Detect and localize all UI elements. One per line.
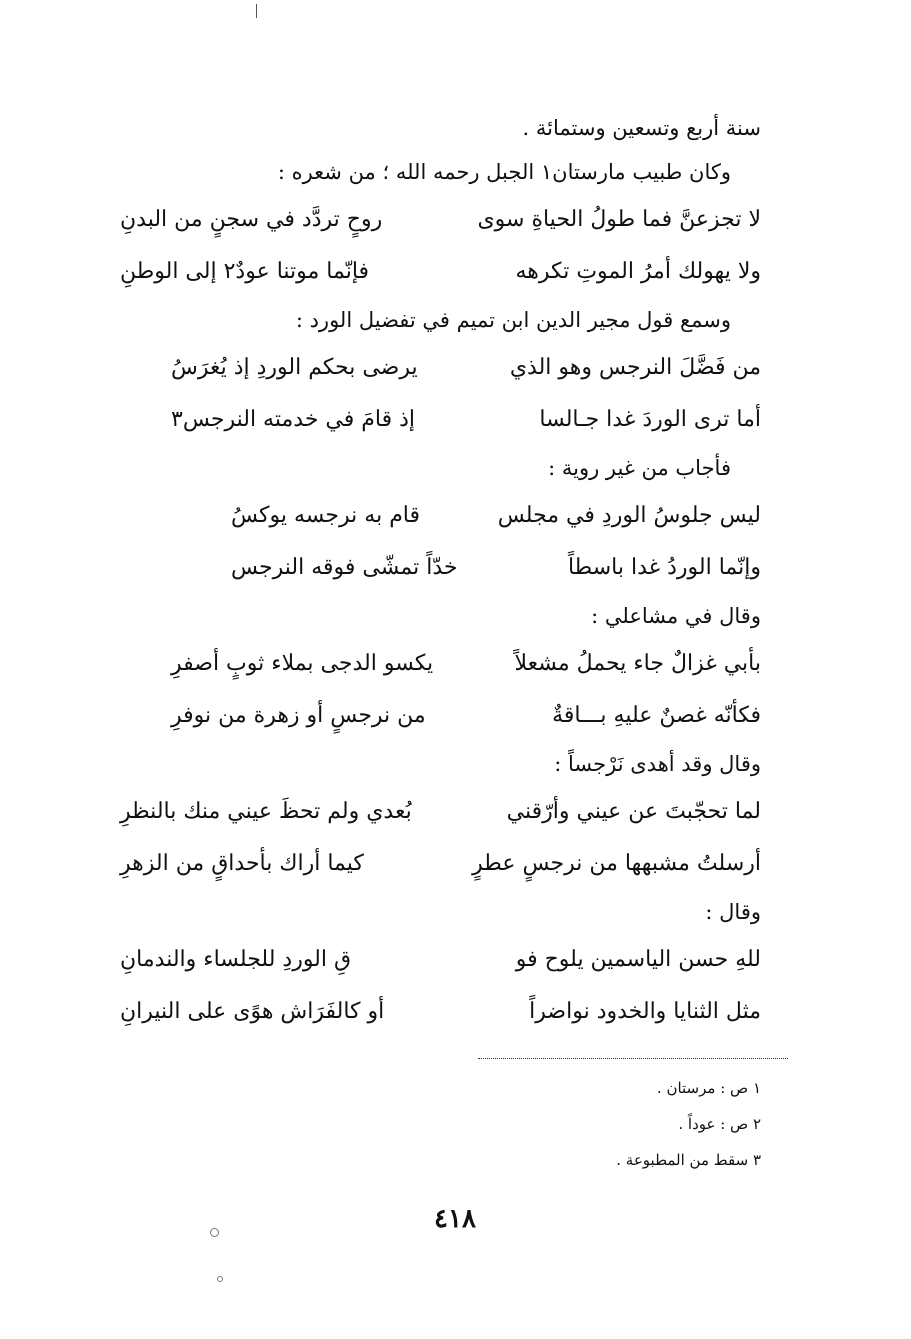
verse <box>120 792 761 844</box>
hemistich-second: يكسو الدجى بملاء ثوبٍ أصفرِ <box>171 651 434 676</box>
prose-line-2: وكان طبيب مارستان١ الجبل رحمه الله ؛ من شعره : <box>277 160 731 184</box>
hemistich-first: لا تجزعنَّ فما طولُ الحياةِ سوى <box>477 207 761 232</box>
poem-4 <box>120 644 761 748</box>
hemistich-first: من فَضَّلَ النرجس وهو الذي <box>509 355 761 380</box>
hemistich-second: بُعدي ولم تحظَ عيني منك بالنظرِ <box>120 799 412 824</box>
hemistich-second: إذ قامَ في خدمته النرجس٣ <box>171 407 416 432</box>
verse <box>231 548 761 600</box>
verse <box>171 348 761 400</box>
hemistich-first: لما تحجّبتَ عن عيني وأرّقني <box>506 799 761 824</box>
hemistich-first: أرسلتُ مشبهها من نرجسٍ عطرٍ <box>472 851 761 876</box>
verse <box>120 992 761 1044</box>
hemistich-second: فإنّما موتنا عودٌ٢ إلى الوطنِ <box>120 259 370 284</box>
verse <box>120 252 761 304</box>
verse <box>171 400 761 452</box>
hemistich-second: قام به نرجسه يوكسُ <box>231 503 421 528</box>
hemistich-first: للهِ حسن الياسمين يلوح فو <box>515 947 761 972</box>
poem-5 <box>120 792 761 896</box>
poem-2 <box>120 348 761 452</box>
footnote-1: ١ ص : مرستان . <box>656 1079 761 1097</box>
verse <box>120 844 761 896</box>
verse <box>231 496 761 548</box>
hemistich-second: كيما أراك بأحداقٍ من الزهرِ <box>120 851 364 876</box>
verse <box>120 940 761 992</box>
hemistich-second: قِ الوردِ للجلساء والندمانِ <box>120 947 352 972</box>
hemistich-second: خدّاً تمشّى فوقه النرجس <box>231 555 458 580</box>
prose-line-5: وقال في مشاعلي : <box>591 604 761 628</box>
prose-line-4: فأجاب من غير روية : <box>548 456 731 480</box>
hemistich-second: روحٍ تردَّد في سجنٍ من البدنِ <box>120 207 383 232</box>
hemistich-first: مثل الثنايا والخدود نواضراً <box>529 999 761 1024</box>
hemistich-second: من نرجسٍ أو زهرة من نوفرِ <box>171 703 426 728</box>
hemistich-second: يرضى بحكم الوردِ إذ يُغرَسُ <box>171 355 418 380</box>
hemistich-first: فكأنّه غصنٌ عليهِ بـــاقةٌ <box>552 703 761 728</box>
hemistich-first: بأبي غزالٌ جاء يحملُ مشعلاً <box>514 651 761 676</box>
hemistich-second: أو كالفَرَاش هوًى على النيرانِ <box>120 999 385 1024</box>
scan-speck <box>217 1276 223 1282</box>
scan-mark <box>256 4 257 18</box>
footnote-separator <box>478 1058 788 1059</box>
footnote-2: ٢ ص : عوداً . <box>678 1115 761 1133</box>
hemistich-first: ولا يهولك أمرُ الموتِ تكرهه <box>515 259 761 284</box>
hemistich-first: وإنّما الوردُ غدا باسطاً <box>567 555 761 580</box>
hemistich-first: ليس جلوسُ الوردِ في مجلس <box>497 503 761 528</box>
verse <box>171 644 761 696</box>
verse <box>120 200 761 252</box>
prose-line-6: وقال وقد أهدى نَرْجساً : <box>554 752 761 776</box>
page-number: ٤١٨ <box>434 1204 476 1234</box>
poem-6 <box>120 940 761 1044</box>
prose-line-7: وقال : <box>705 900 761 924</box>
prose-line-3: وسمع قول مجير الدين ابن تميم في تفضيل الورد : <box>295 308 731 332</box>
footnote-3: ٣ سقط من المطبوعة . <box>616 1151 761 1169</box>
verse <box>171 696 761 748</box>
prose-line-1: سنة أربع وتسعين وستمائة . <box>522 116 761 140</box>
hemistich-first: أما ترى الوردَ غدا جـالسا <box>539 407 761 432</box>
scan-speck <box>210 1228 219 1237</box>
footnotes <box>361 1070 761 1178</box>
poem-1 <box>120 200 761 304</box>
main-text <box>120 112 761 1044</box>
poem-3 <box>120 496 761 600</box>
